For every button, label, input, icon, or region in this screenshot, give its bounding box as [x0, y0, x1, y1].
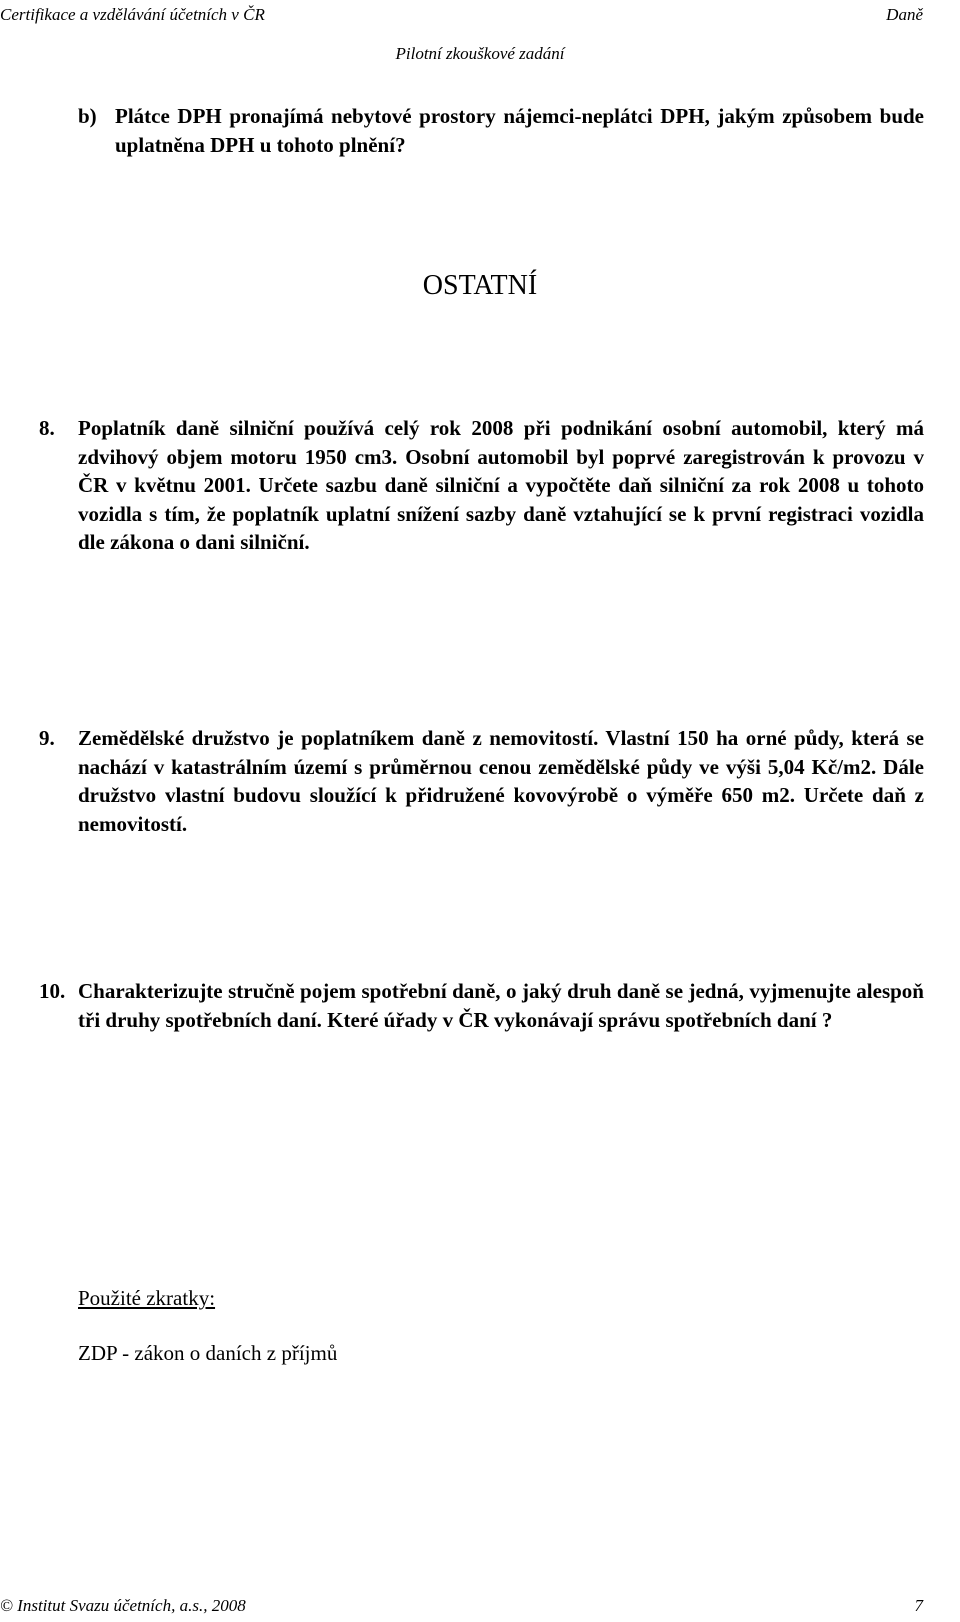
- question-8: [39, 414, 924, 557]
- header-left: Certifikace a vzdělávání účetních v ČR: [0, 5, 265, 24]
- question-text: Poplatník daně silniční používá celý rok 2008 při podnikání osobní automobil, který má zdvihový objem motoru 1950 cm3. Osobní automobil byl poprvé zaregistrován k provozu v ČR v květnu 2001. Určete sazbu daně silniční a vypočtěte daň silniční za rok 2008 u tohoto vozidla s tím, že poplatník uplatní snížení sazby daně vztahující se k první registraci vozidla dle zákona o dani silniční.: [78, 416, 924, 554]
- section-title: OSTATNÍ: [422, 270, 538, 301]
- question-text: Charakterizujte stručně pojem spotřební daně, o jaký druh daně se jedná, vyjmenujte alespoň tři druhy spotřebních daní. Které úřady v ČR vykonávají správu spotřebních daní ?: [78, 979, 924, 1032]
- question-b: [78, 102, 924, 159]
- header-right: Daně: [886, 5, 923, 24]
- question-10: [39, 977, 924, 1034]
- header-subtitle: Pilotní zkouškové zadání: [395, 44, 565, 63]
- footer-copyright: © Institut Svazu účetních, a.s., 2008: [0, 1596, 246, 1615]
- question-b-label: b): [78, 104, 97, 128]
- question-text: Zemědělské družstvo je poplatníkem daně z nemovitostí. Vlastní 150 ha orné půdy, která se nachází v katastrálním území s průměrnou cenou zemědělské půdy ve výši 5,04 Kč/m2. Dále družstvo vlastní budovu sloužící k přidružené kovovýrobě o výměře 650 m2. Určete daň z nemovitostí.: [78, 726, 924, 836]
- question-9: [39, 724, 924, 838]
- question-number: 9.: [39, 726, 55, 750]
- abbreviation-item: ZDP - zákon o daních z příjmů: [78, 1341, 338, 1365]
- question-number: 8.: [39, 416, 55, 440]
- abbreviations-title: Použité zkratky:: [78, 1286, 216, 1310]
- question-number: 10.: [39, 979, 66, 1003]
- page-number: 7: [914, 1596, 923, 1615]
- question-b-text: Plátce DPH pronajímá nebytové prostory nájemci-neplátci DPH, jakým způsobem bude uplatněna DPH u tohoto plnění?: [115, 104, 924, 157]
